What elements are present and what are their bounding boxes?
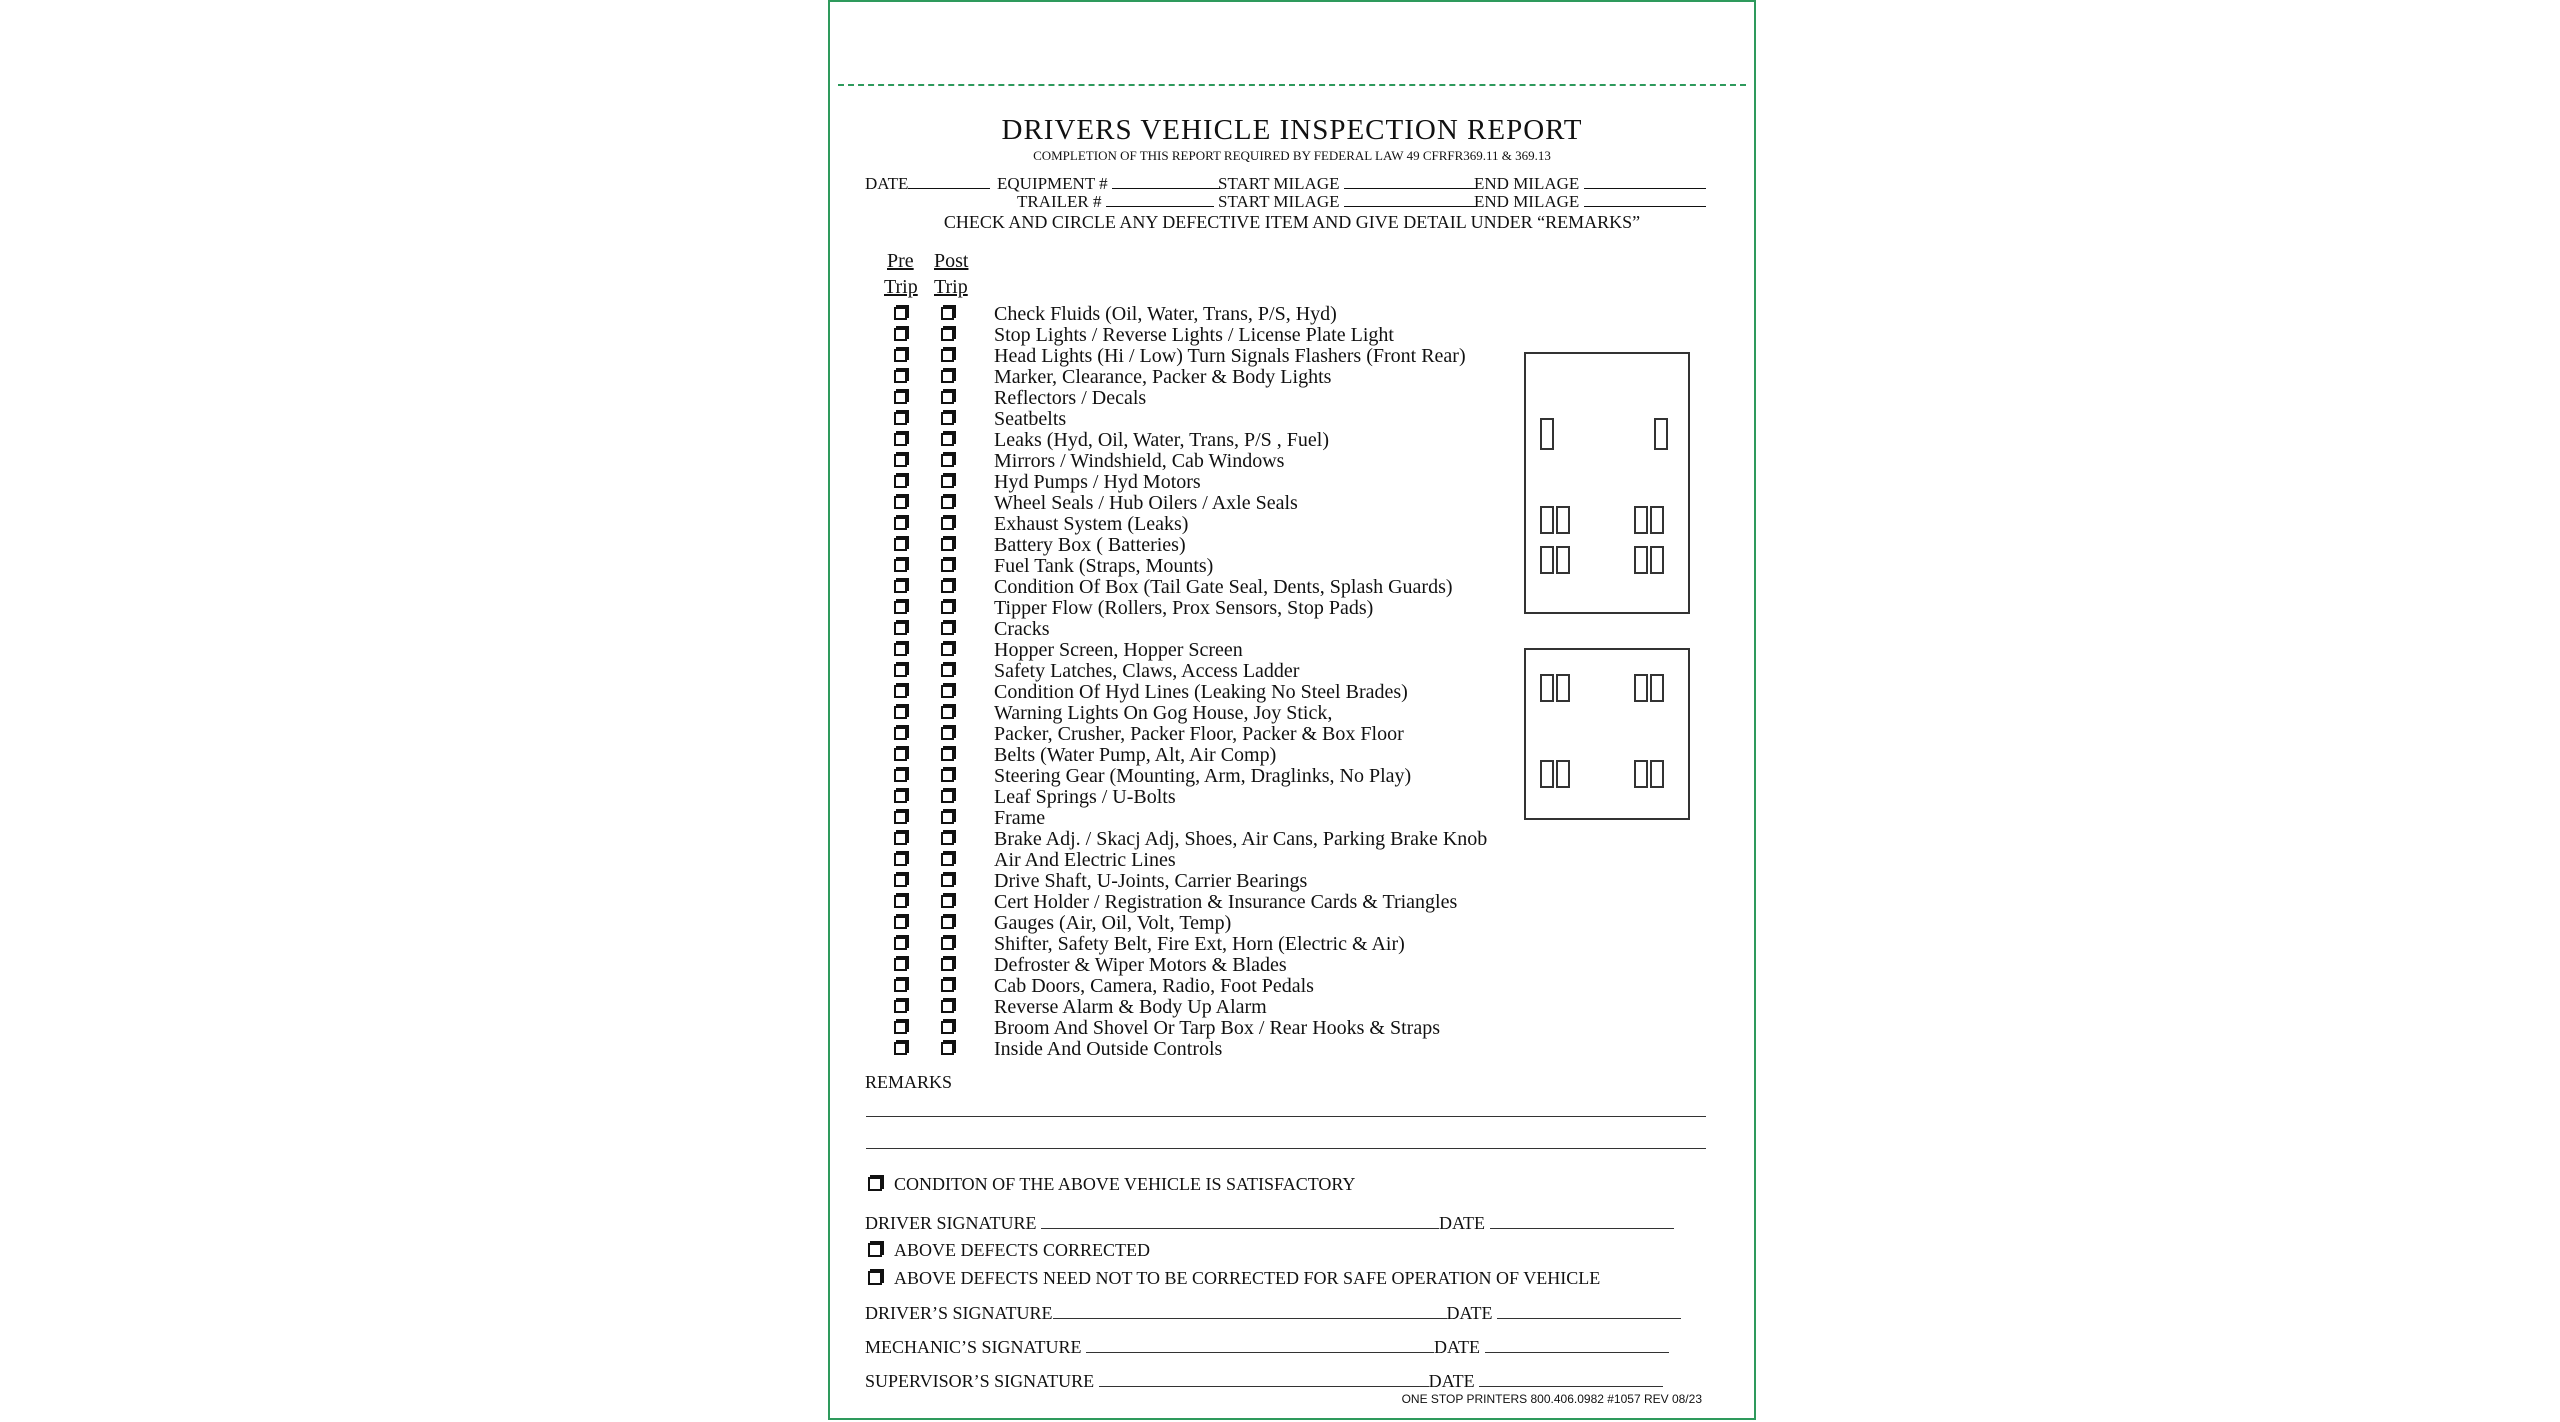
pre-trip-checkbox[interactable] bbox=[894, 475, 907, 488]
start-milage-field-2[interactable] bbox=[1218, 192, 1476, 212]
checklist-item-label[interactable]: Warning Lights On Gog House, Joy Stick, bbox=[994, 702, 1333, 724]
drivers-signature-line[interactable] bbox=[1053, 1302, 1447, 1319]
end-milage-input-2[interactable] bbox=[1584, 192, 1706, 207]
pre-trip-checkbox[interactable] bbox=[894, 328, 907, 341]
checklist-item-label[interactable]: Belts (Water Pump, Alt, Air Comp) bbox=[994, 744, 1277, 766]
checklist-item-label[interactable]: Gauges (Air, Oil, Volt, Temp) bbox=[994, 912, 1232, 934]
post-trip-checkbox[interactable] bbox=[941, 538, 954, 551]
pre-trip-checkbox[interactable] bbox=[894, 874, 907, 887]
checklist-item-label[interactable]: Safety Latches, Claws, Access Ladder bbox=[994, 660, 1300, 682]
checklist-item-label[interactable]: Steering Gear (Mounting, Arm, Draglinks, No Play) bbox=[994, 765, 1412, 787]
satisfactory-row[interactable] bbox=[868, 1174, 1355, 1195]
pre-trip-checkbox[interactable] bbox=[894, 685, 907, 698]
supervisors-date-label: DATE bbox=[1428, 1371, 1475, 1391]
remarks-label: REMARKS bbox=[865, 1072, 953, 1092]
pre-trip-checkbox[interactable] bbox=[894, 937, 907, 950]
trailer-tire-6[interactable] bbox=[1556, 760, 1570, 788]
post-trip-checkbox[interactable] bbox=[941, 496, 954, 509]
form-subtitle: COMPLETION OF THIS REPORT REQUIRED BY FEDERAL LAW 49 CFRFR369.11 & 369.13 bbox=[1033, 148, 1551, 163]
pre-trip-checkbox[interactable] bbox=[894, 769, 907, 782]
pre-trip-checkbox[interactable] bbox=[894, 1021, 907, 1034]
pre-trip-header-2: Trip bbox=[884, 276, 918, 298]
start-milage-label-1: START MILAGE bbox=[1218, 174, 1340, 193]
pre-trip-checkbox[interactable] bbox=[894, 643, 907, 656]
checklist-item-label[interactable]: Inside And Outside Controls bbox=[994, 1038, 1223, 1060]
checklist-item-label[interactable]: Leaf Springs / U-Bolts bbox=[994, 786, 1176, 808]
end-milage-label-2: END MILAGE bbox=[1474, 192, 1580, 211]
drivers-date-line[interactable] bbox=[1497, 1302, 1681, 1319]
drive-tire-3[interactable] bbox=[1634, 506, 1648, 534]
pre-trip-checkbox[interactable] bbox=[894, 601, 907, 614]
equipment-label: EQUIPMENT # bbox=[997, 174, 1108, 193]
checklist-item-label[interactable]: Fuel Tank (Straps, Mounts) bbox=[994, 555, 1214, 577]
trailer-tire-7[interactable] bbox=[1634, 760, 1648, 788]
post-trip-checkbox[interactable] bbox=[941, 622, 954, 635]
date-field[interactable] bbox=[865, 174, 990, 194]
equipment-field[interactable] bbox=[997, 174, 1220, 194]
pre-trip-checkbox[interactable] bbox=[894, 391, 907, 404]
start-milage-input-1[interactable] bbox=[1344, 174, 1476, 189]
supervisors-signature-label: SUPERVISOR’S SIGNATURE bbox=[865, 1371, 1095, 1391]
checklist-item-label[interactable]: Broom And Shovel Or Tarp Box / Rear Hooks & Straps bbox=[994, 1017, 1440, 1039]
checklist-item-label[interactable]: Cab Doors, Camera, Radio, Foot Pedals bbox=[994, 975, 1314, 997]
defects-corrected-checkbox[interactable] bbox=[868, 1243, 882, 1257]
trailer-tire-4[interactable] bbox=[1650, 674, 1664, 702]
defects-not-needed-checkbox[interactable] bbox=[868, 1271, 882, 1285]
truck-cab-diagram bbox=[1524, 352, 1690, 614]
inspection-form bbox=[828, 0, 1756, 1420]
post-trip-checkbox[interactable] bbox=[941, 853, 954, 866]
post-trip-checkbox[interactable] bbox=[941, 601, 954, 614]
mechanics-signature-label: MECHANIC’S SIGNATURE bbox=[865, 1337, 1082, 1357]
post-trip-checkbox[interactable] bbox=[941, 517, 954, 530]
satisfactory-checkbox[interactable] bbox=[868, 1177, 882, 1191]
equipment-input-line[interactable] bbox=[1112, 174, 1220, 189]
start-milage-field-1[interactable] bbox=[1218, 174, 1476, 194]
post-trip-checkbox[interactable] bbox=[941, 769, 954, 782]
post-trip-checkbox[interactable] bbox=[941, 748, 954, 761]
remarks-line-2[interactable] bbox=[866, 1148, 1706, 1149]
checklist-item-label[interactable]: Reflectors / Decals bbox=[994, 387, 1147, 409]
pre-trip-checkbox[interactable] bbox=[894, 559, 907, 572]
checklist-item-label[interactable]: Battery Box ( Batteries) bbox=[994, 534, 1186, 556]
defects-not-needed-label: ABOVE DEFECTS NEED NOT TO BE CORRECTED FOR SAFE OPERATION OF VEHICLE bbox=[894, 1268, 1601, 1288]
drive-tire-5[interactable] bbox=[1540, 546, 1554, 574]
checklist-item-label[interactable]: Cert Holder / Registration & Insurance Cards & Triangles bbox=[994, 891, 1458, 913]
post-trip-checkbox[interactable] bbox=[941, 958, 954, 971]
end-milage-field-2[interactable] bbox=[1474, 192, 1706, 212]
post-trip-checkbox[interactable] bbox=[941, 433, 954, 446]
driver-signature-date-line[interactable] bbox=[1490, 1212, 1674, 1229]
remarks-line-1[interactable] bbox=[866, 1116, 1706, 1117]
pre-trip-header-1: Pre bbox=[887, 250, 914, 272]
checklist-item-label[interactable]: Frame bbox=[994, 807, 1046, 829]
pre-trip-checkbox[interactable] bbox=[894, 307, 907, 320]
mechanics-signature-line[interactable] bbox=[1086, 1336, 1434, 1353]
pre-trip-checkbox[interactable] bbox=[894, 811, 907, 824]
pre-trip-checkbox[interactable] bbox=[894, 832, 907, 845]
post-trip-checkbox[interactable] bbox=[941, 916, 954, 929]
mechanics-date-line[interactable] bbox=[1485, 1336, 1669, 1353]
printer-info: ONE STOP PRINTERS 800.406.0982 #1057 REV 08/23 bbox=[1401, 1392, 1702, 1406]
pre-trip-checkbox[interactable] bbox=[894, 979, 907, 992]
post-trip-checkbox[interactable] bbox=[941, 706, 954, 719]
pre-trip-checkbox[interactable] bbox=[894, 517, 907, 530]
trailer-tire-2[interactable] bbox=[1556, 674, 1570, 702]
pre-trip-checkbox[interactable] bbox=[894, 496, 907, 509]
post-trip-checkbox[interactable] bbox=[941, 685, 954, 698]
checklist-item-label[interactable]: Defroster & Wiper Motors & Blades bbox=[994, 954, 1287, 976]
driver-signature-row[interactable] bbox=[865, 1212, 1674, 1234]
post-trip-checkbox[interactable] bbox=[941, 832, 954, 845]
steer-tire-right[interactable] bbox=[1654, 418, 1668, 450]
defects-corrected-label: ABOVE DEFECTS CORRECTED bbox=[894, 1240, 1151, 1260]
trailer-input-line[interactable] bbox=[1106, 192, 1214, 207]
pre-trip-checkbox[interactable] bbox=[894, 433, 907, 446]
post-trip-checkbox[interactable] bbox=[941, 811, 954, 824]
drive-tire-6[interactable] bbox=[1556, 546, 1570, 574]
driver-signature-date-label: DATE bbox=[1439, 1213, 1486, 1233]
defects-corrected-row[interactable] bbox=[868, 1240, 1150, 1261]
supervisors-signature-row[interactable] bbox=[865, 1370, 1663, 1392]
drive-tire-4[interactable] bbox=[1650, 506, 1664, 534]
pre-trip-checkbox[interactable] bbox=[894, 916, 907, 929]
checklist-item-label[interactable]: Cracks bbox=[994, 618, 1050, 640]
checklist-item-label[interactable]: Wheel Seals / Hub Oilers / Axle Seals bbox=[994, 492, 1298, 514]
drive-tire-1[interactable] bbox=[1540, 506, 1554, 534]
trailer-diagram bbox=[1524, 648, 1690, 820]
pre-trip-checkbox[interactable] bbox=[894, 706, 907, 719]
pre-trip-checkbox[interactable] bbox=[894, 580, 907, 593]
trailer-tire-5[interactable] bbox=[1540, 760, 1554, 788]
supervisors-signature-line[interactable] bbox=[1099, 1370, 1429, 1387]
end-milage-field-1[interactable] bbox=[1474, 174, 1706, 194]
steer-tire-left[interactable] bbox=[1540, 418, 1554, 450]
post-trip-checkbox[interactable] bbox=[941, 412, 954, 425]
trailer-tire-8[interactable] bbox=[1650, 760, 1664, 788]
checklist-item-label[interactable]: Brake Adj. / Skacj Adj, Shoes, Air Cans, Parking Brake Knob bbox=[994, 828, 1488, 850]
post-trip-checkbox[interactable] bbox=[941, 1021, 954, 1034]
drivers-signature-row[interactable] bbox=[865, 1302, 1681, 1324]
pre-trip-checkbox[interactable] bbox=[894, 1000, 907, 1013]
trailer-field[interactable] bbox=[1017, 192, 1214, 212]
trailer-tire-3[interactable] bbox=[1634, 674, 1648, 702]
checklist-item-label[interactable]: Tipper Flow (Rollers, Prox Sensors, Stop Pads) bbox=[994, 597, 1374, 619]
checklist-item-label[interactable]: Condition Of Box (Tail Gate Seal, Dents, Splash Guards) bbox=[994, 576, 1453, 598]
pre-trip-checkbox[interactable] bbox=[894, 748, 907, 761]
post-trip-checkbox[interactable] bbox=[941, 643, 954, 656]
trailer-label: TRAILER # bbox=[1017, 192, 1102, 211]
pre-trip-checkbox[interactable] bbox=[894, 958, 907, 971]
drivers-signature-label: DRIVER’S SIGNATURE bbox=[865, 1303, 1053, 1323]
instruction-text: CHECK AND CIRCLE ANY DEFECTIVE ITEM AND GIVE DETAIL UNDER “REMARKS” bbox=[943, 212, 1641, 232]
pre-trip-checkbox[interactable] bbox=[894, 622, 907, 635]
supervisors-date-line[interactable] bbox=[1479, 1370, 1663, 1387]
checklist-item-label[interactable]: Air And Electric Lines bbox=[994, 849, 1176, 871]
post-trip-checkbox[interactable] bbox=[941, 664, 954, 677]
end-milage-label-1: END MILAGE bbox=[1474, 174, 1580, 193]
checklist-item-label[interactable]: Condition Of Hyd Lines (Leaking No Steel Brades) bbox=[994, 681, 1408, 703]
post-trip-checkbox[interactable] bbox=[941, 937, 954, 950]
mechanics-signature-row[interactable] bbox=[865, 1336, 1669, 1358]
post-trip-checkbox[interactable] bbox=[941, 1000, 954, 1013]
checklist-item-label[interactable]: Drive Shaft, U-Joints, Carrier Bearings bbox=[994, 870, 1308, 892]
date-input-line[interactable] bbox=[908, 174, 990, 189]
post-trip-header-1: Post bbox=[934, 250, 969, 272]
post-trip-checkbox[interactable] bbox=[941, 1042, 954, 1055]
pre-trip-checkbox[interactable] bbox=[894, 853, 907, 866]
post-trip-checkbox[interactable] bbox=[941, 727, 954, 740]
post-trip-checkbox[interactable] bbox=[941, 475, 954, 488]
post-trip-checkbox[interactable] bbox=[941, 307, 954, 320]
checklist-item-label[interactable]: Head Lights (Hi / Low) Turn Signals Flashers (Front Rear) bbox=[994, 345, 1466, 367]
checklist-item-label[interactable]: Hopper Screen, Hopper Screen bbox=[994, 639, 1243, 661]
drive-tire-7[interactable] bbox=[1634, 546, 1648, 574]
checklist-item-label[interactable]: Leaks (Hyd, Oil, Water, Trans, P/S , Fuel) bbox=[994, 429, 1329, 451]
checklist-item-label[interactable]: Exhaust System (Leaks) bbox=[994, 513, 1189, 535]
drive-tire-8[interactable] bbox=[1650, 546, 1664, 574]
checklist-item-label[interactable]: Stop Lights / Reverse Lights / License Plate Light bbox=[994, 324, 1394, 346]
post-trip-checkbox[interactable] bbox=[941, 349, 954, 362]
mechanics-date-label: DATE bbox=[1434, 1337, 1481, 1357]
post-trip-checkbox[interactable] bbox=[941, 580, 954, 593]
driver-signature-line[interactable] bbox=[1041, 1212, 1439, 1229]
pre-trip-checkbox[interactable] bbox=[894, 1042, 907, 1055]
checklist-item-label[interactable]: Mirrors / Windshield, Cab Windows bbox=[994, 450, 1285, 472]
checklist-item-label[interactable]: Packer, Crusher, Packer Floor, Packer & Box Floor bbox=[994, 723, 1404, 745]
pre-trip-checkbox[interactable] bbox=[894, 538, 907, 551]
drivers-date-label: DATE bbox=[1446, 1303, 1493, 1323]
checklist-item-label[interactable]: Reverse Alarm & Body Up Alarm bbox=[994, 996, 1267, 1018]
post-trip-checkbox[interactable] bbox=[941, 979, 954, 992]
form-title: DRIVERS VEHICLE INSPECTION REPORT bbox=[1001, 114, 1583, 146]
post-trip-checkbox[interactable] bbox=[941, 370, 954, 383]
post-trip-checkbox[interactable] bbox=[941, 874, 954, 887]
drive-tire-2[interactable] bbox=[1556, 506, 1570, 534]
perforation-line bbox=[838, 84, 1746, 86]
defects-not-needed-row[interactable] bbox=[868, 1268, 1600, 1289]
driver-signature-label: DRIVER SIGNATURE bbox=[865, 1213, 1037, 1233]
pre-trip-checkbox[interactable] bbox=[894, 412, 907, 425]
start-milage-label-2: START MILAGE bbox=[1218, 192, 1340, 211]
date-label: DATE bbox=[865, 174, 909, 193]
end-milage-input-1[interactable] bbox=[1584, 174, 1706, 189]
satisfactory-label: CONDITON OF THE ABOVE VEHICLE IS SATISFACTORY bbox=[894, 1174, 1356, 1194]
pre-trip-checkbox[interactable] bbox=[894, 349, 907, 362]
pre-trip-checkbox[interactable] bbox=[894, 727, 907, 740]
pre-trip-checkbox[interactable] bbox=[894, 895, 907, 908]
pre-trip-checkbox[interactable] bbox=[894, 454, 907, 467]
post-trip-checkbox[interactable] bbox=[941, 895, 954, 908]
post-trip-header-2: Trip bbox=[934, 276, 968, 298]
post-trip-checkbox[interactable] bbox=[941, 328, 954, 341]
trailer-tire-1[interactable] bbox=[1540, 674, 1554, 702]
post-trip-checkbox[interactable] bbox=[941, 559, 954, 572]
pre-trip-checkbox[interactable] bbox=[894, 664, 907, 677]
post-trip-checkbox[interactable] bbox=[941, 790, 954, 803]
pre-trip-checkbox[interactable] bbox=[894, 370, 907, 383]
pre-trip-checkbox[interactable] bbox=[894, 790, 907, 803]
checklist-item-label[interactable]: Hyd Pumps / Hyd Motors bbox=[994, 471, 1201, 493]
post-trip-checkbox[interactable] bbox=[941, 391, 954, 404]
post-trip-checkbox[interactable] bbox=[941, 454, 954, 467]
checklist-item-label[interactable]: Marker, Clearance, Packer & Body Lights bbox=[994, 366, 1332, 388]
start-milage-input-2[interactable] bbox=[1344, 192, 1476, 207]
checklist-item-label[interactable]: Check Fluids (Oil, Water, Trans, P/S, Hyd) bbox=[994, 303, 1337, 325]
checklist-item-label[interactable]: Shifter, Safety Belt, Fire Ext, Horn (Electric & Air) bbox=[994, 933, 1405, 955]
checklist-item-label[interactable]: Seatbelts bbox=[994, 408, 1067, 430]
